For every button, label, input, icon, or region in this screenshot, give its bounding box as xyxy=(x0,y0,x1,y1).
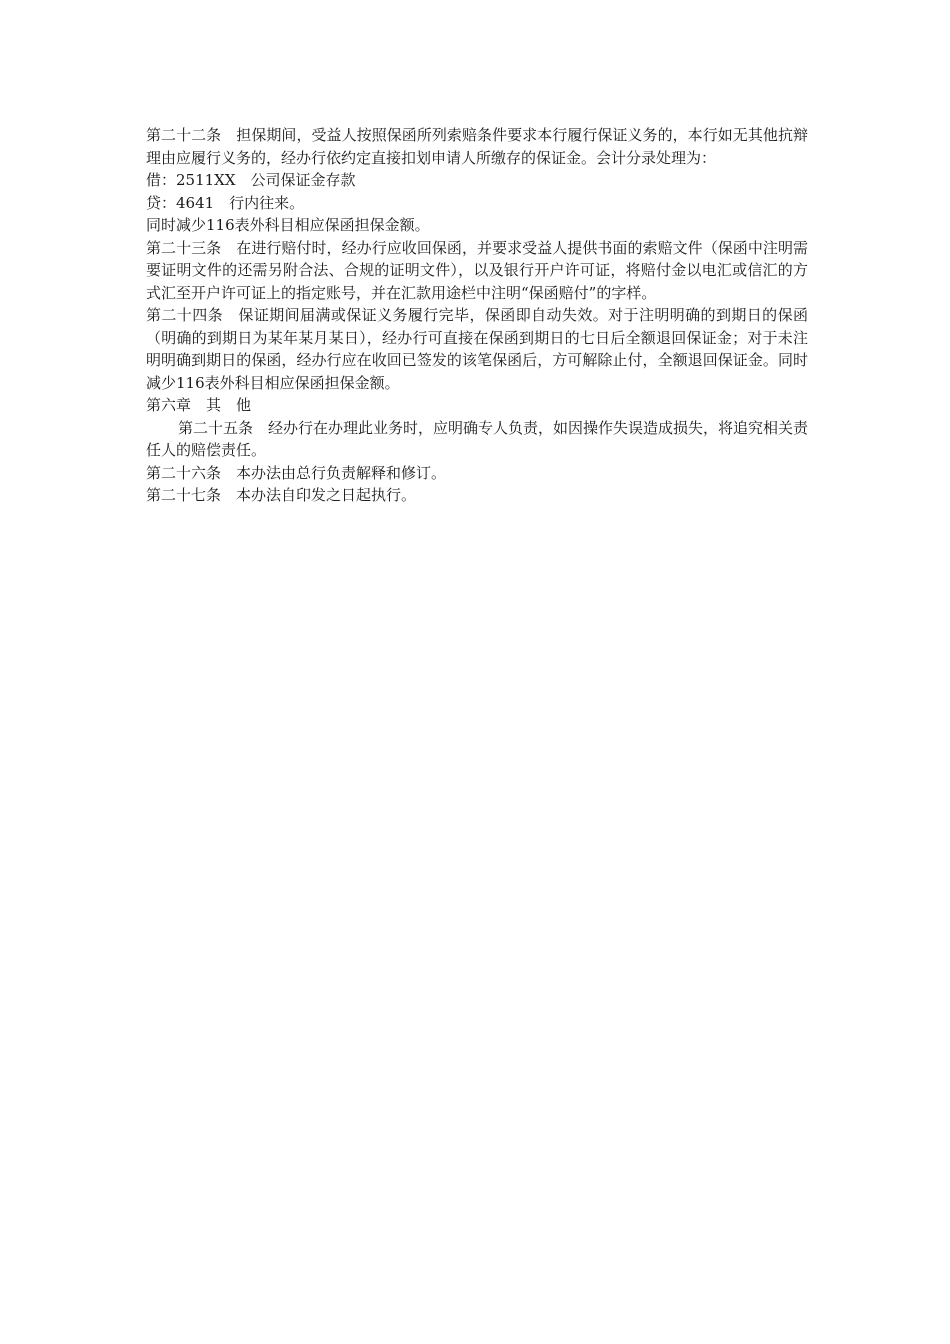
article-23: 第二十三条 在进行赔付时，经办行应收回保函，并要求受益人提供书面的索赔文件（保函中注明需要证明文件的还需另附合法、合规的证明文件），以及银行开户许可证，将赔付金以电汇或信汇的方式汇至开户许可证上的指定账号，并在汇款用途栏中注明“保函赔付”的字样。 xyxy=(146,238,808,302)
document-body xyxy=(146,124,808,507)
chapter-6-heading: 第六章 其 他 xyxy=(146,396,252,414)
article-22: 第二十二条 担保期间，受益人按照保函所列索赔条件要求本行履行保证义务的，本行如无其他抗辩理由应履行义务的，经办行依约定直接扣划申请人所缴存的保证金。会计分录处理为： xyxy=(146,126,808,167)
debit-entry: 借：2511XX 公司保证金存款 xyxy=(146,171,356,189)
article-24: 第二十四条 保证期间届满或保证义务履行完毕，保函即自动失效。对于注明明确的到期日的保函（明确的到期日为某年某月某日），经办行可直接在保函到期日的七日后全额退回保证金；对于未注明明确到期日的保函，经办行应在收回已签发的该笔保函后，方可解除止付，全额退回保证金。同时减少116表外科目相应保函担保金额。 xyxy=(146,306,808,392)
credit-entry: 贷：4641 行内往来。 xyxy=(146,193,305,212)
article-26: 第二十六条 本办法由总行负责解释和修订。 xyxy=(146,463,447,482)
article-25: 第二十五条 经办行在办理此业务时，应明确专人负责，如因操作失误造成损失，将追究相关责任人的赔偿责任。 xyxy=(146,418,809,459)
off-balance-note: 同时减少116表外科目相应保函担保金额。 xyxy=(146,216,430,234)
article-27: 第二十七条 本办法自印发之日起执行。 xyxy=(146,486,417,504)
